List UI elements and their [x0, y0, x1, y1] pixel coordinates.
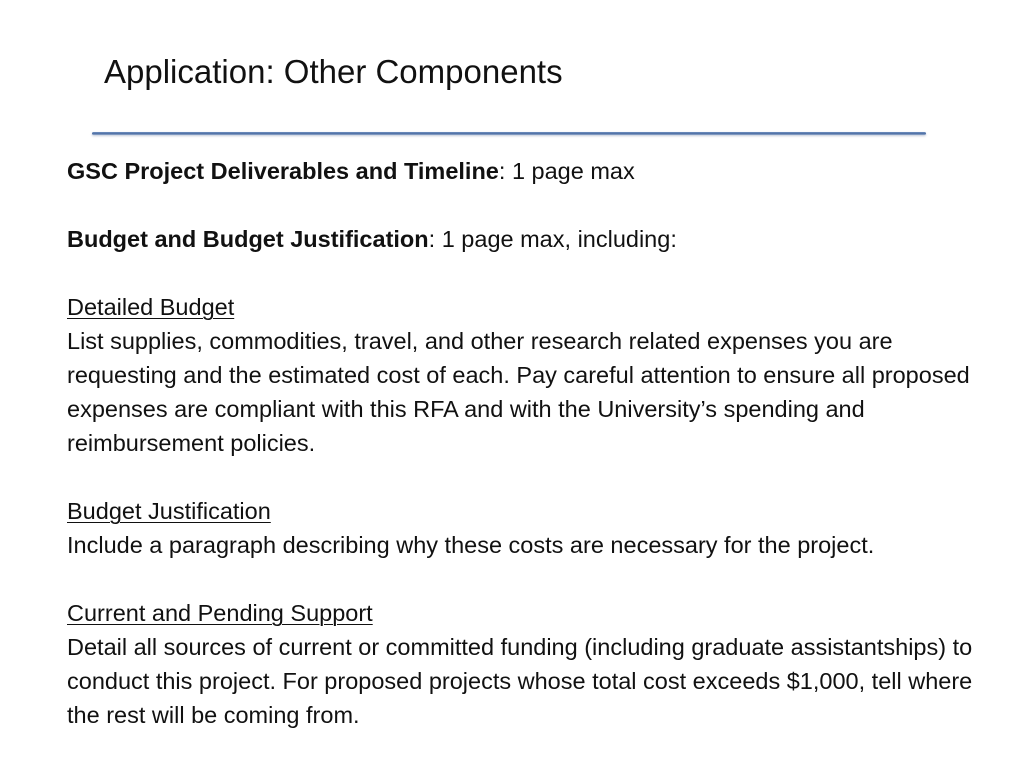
- slide-title: Application: Other Components: [104, 53, 563, 90]
- spacer: [67, 256, 987, 290]
- spacer: [67, 188, 987, 222]
- budget-justification-section: [67, 494, 987, 562]
- budget-item: [67, 222, 987, 256]
- detailed-budget-heading: Detailed Budget: [67, 294, 235, 320]
- deliverables-heading: GSC Project Deliverables and Timeline: [67, 158, 499, 184]
- budget-justification-body: Include a paragraph describing why these costs are necessary for the project.: [67, 532, 875, 558]
- detailed-budget-body: List supplies, commodities, travel, and other research related expenses you are requesting and the estimated cost of each. Pay careful attention to ensure all proposed expenses are compliant with this RFA and with the University’s spending and reimbursement policies.: [67, 328, 970, 456]
- budget-heading: Budget and Budget Justification: [67, 226, 429, 252]
- budget-separator: :: [428, 226, 442, 252]
- budget-detail: 1 page max, including:: [441, 226, 677, 252]
- title-divider: [92, 132, 926, 135]
- spacer: [67, 562, 987, 596]
- deliverables-separator: :: [498, 158, 512, 184]
- deliverables-item: [67, 154, 987, 188]
- slide-body: [67, 154, 987, 732]
- spacer: [67, 460, 987, 494]
- detailed-budget-section: [67, 290, 987, 460]
- current-pending-body: Detail all sources of current or committed funding (including graduate assistantships) to conduct this project. For proposed projects whose total cost exceeds $1,000, tell where the rest will be coming from.: [67, 634, 973, 728]
- deliverables-detail: 1 page max: [511, 158, 635, 184]
- current-pending-heading: Current and Pending Support: [67, 600, 373, 626]
- current-pending-section: [67, 596, 987, 732]
- budget-justification-heading: Budget Justification: [67, 498, 271, 524]
